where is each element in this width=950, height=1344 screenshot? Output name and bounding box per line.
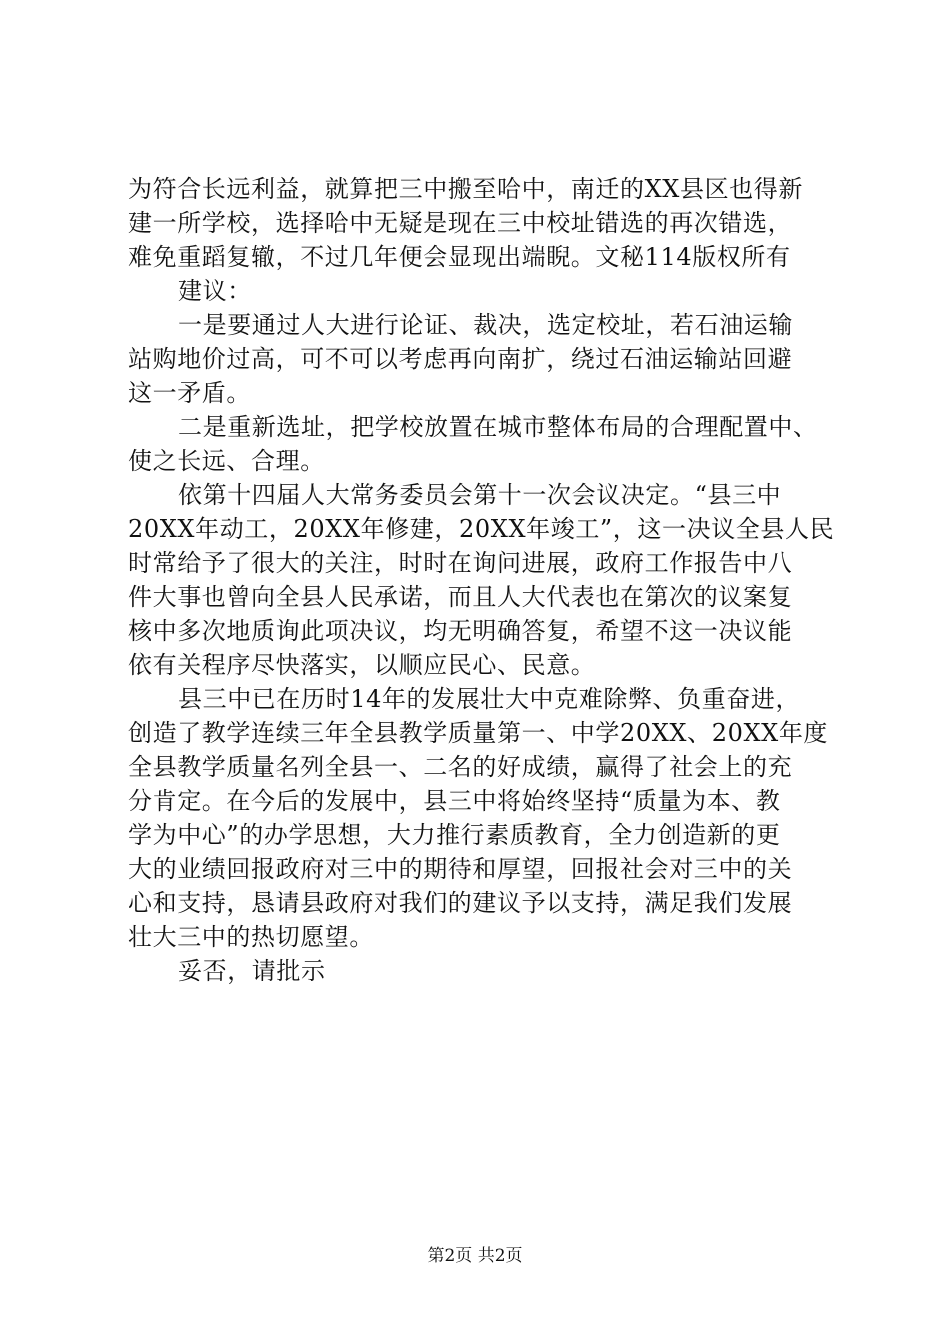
text-line: 核中多次地质询此项决议，均无明确答复，希望不这一决议能: [128, 617, 793, 645]
text-line: 站购地价过高，可不可以考虑再向南扩，绕过石油运输站回避: [128, 345, 793, 373]
closing-line: 妥否，请批示: [178, 957, 326, 985]
text-line: 一是要通过人大进行论证、裁决，选定校址，若石油运输: [178, 311, 793, 339]
text-line: 二是重新选址，把学校放置在城市整体布局的合理配置中、: [178, 413, 818, 441]
text-line: 依第十四届人大常务委员会第十一次会议决定。“县三中: [178, 481, 782, 509]
text-line: 20XX年动工，20XX年修建，20XX年竣工”，这一决议全县人民: [128, 515, 835, 543]
text-line: 大的业绩回报政府对三中的期待和厚望，回报社会对三中的关: [128, 855, 793, 883]
text-line: 这一矛盾。: [128, 379, 251, 407]
text-line: 全县教学质量名列全县一、二名的好成绩，赢得了社会上的充: [128, 753, 793, 781]
text-line: 为符合长远利益，就算把三中搬至哈中，南迁的XX县区也得新: [128, 175, 803, 203]
text-line: 县三中已在历时14年的发展壮大中克难除弊、负重奋进，: [178, 685, 801, 713]
text-line: 学为中心”的办学思想，大力推行素质教育，全力创造新的更: [128, 821, 781, 849]
text-line: 难免重蹈复辙，不过几年便会显现出端睨。文秘114版权所有: [128, 243, 791, 271]
text-line: 心和支持，恳请县政府对我们的建议予以支持，满足我们发展: [128, 889, 793, 917]
text-line: 建一所学校，选择哈中无疑是现在三中校址错选的再次错选，: [128, 209, 793, 237]
section-heading: 建议：: [178, 277, 252, 305]
page-footer: [0, 1244, 950, 1268]
text-line: 壮大三中的热切愿望。: [128, 923, 374, 951]
text-line: 依有关程序尽快落实，以顺应民心、民意。: [128, 651, 596, 679]
text-line: 件大事也曾向全县人民承诺，而且人大代表也在第次的议案复: [128, 583, 793, 611]
text-line: 分肯定。在今后的发展中，县三中将始终坚持“质量为本、教: [128, 787, 781, 815]
text-line: 时常给予了很大的关注，时时在询问进展，政府工作报告中八: [128, 549, 793, 577]
text-line: 使之长远、合理。: [128, 447, 325, 475]
text-line: 创造了教学连续三年全县教学质量第一、中学20XX、20XX年度: [128, 719, 829, 747]
page-number: 第2页 共2页: [427, 1246, 523, 1266]
document-body: [128, 172, 835, 988]
